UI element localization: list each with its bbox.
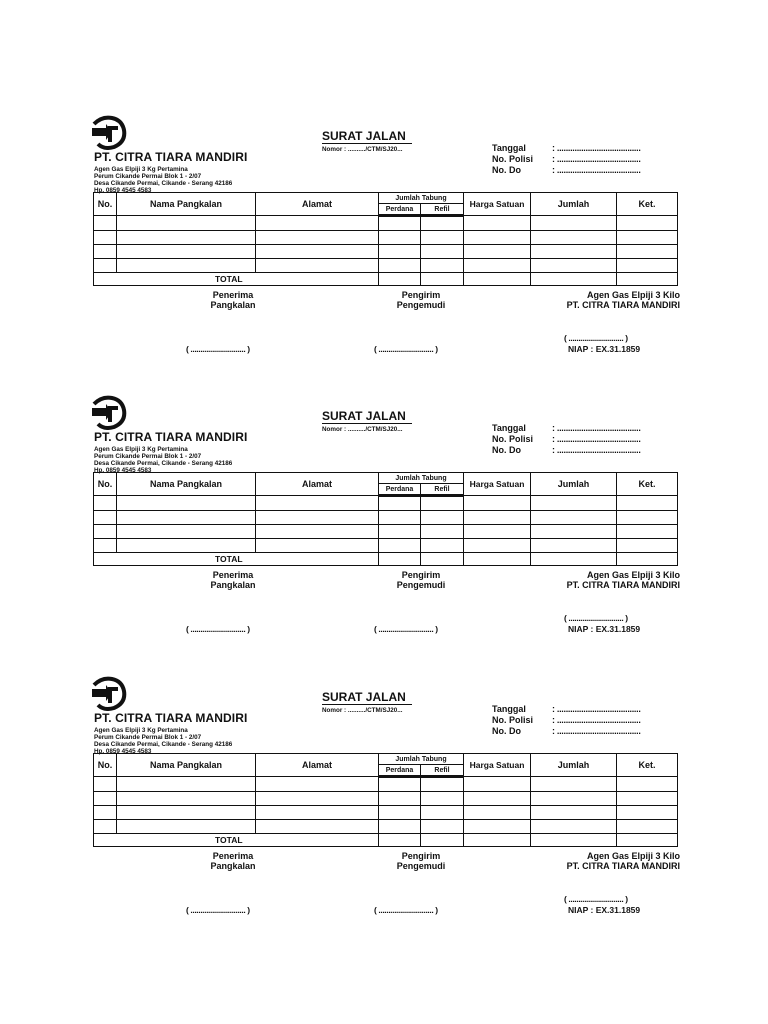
meta-label-no-do: No. Do	[492, 726, 521, 736]
signature-label: Agen Gas Elpiji 3 Kilo	[586, 290, 680, 300]
column-header-jumlah-tabung: Jumlah Tabung	[379, 754, 464, 765]
total-label: TOTAL	[94, 273, 379, 286]
signature-label: Pengemudi	[396, 300, 446, 310]
signature-blank-pengirim: ( ............................ )	[374, 905, 438, 915]
table-row	[94, 216, 678, 231]
column-header-ket: Ket.	[617, 473, 678, 496]
meta-value-tanggal: : ......................................	[552, 423, 641, 433]
column-header-harga-satuan: Harga Satuan	[464, 754, 531, 777]
signature-label: Pangkalan	[210, 580, 256, 590]
signature-label: Agen Gas Elpiji 3 Kilo	[586, 851, 680, 861]
title-underline	[322, 423, 412, 424]
signature-label: PT. CITRA TIARA MANDIRI	[566, 861, 680, 871]
signature-blank-penerima: ( ............................ )	[186, 344, 250, 354]
column-header-alamat: Alamat	[256, 473, 379, 496]
column-header-perdana: Perdana	[379, 484, 421, 496]
title-underline	[322, 143, 412, 144]
company-logo-icon	[88, 114, 128, 150]
title-underline	[322, 704, 412, 705]
table-row	[94, 511, 678, 525]
address-line: Desa Cikande Permai, Cikande - Serang 42186	[94, 460, 233, 467]
signature-label: Penerima	[212, 570, 254, 580]
document-number: Nomor : ........../CTM/SJ20...	[322, 146, 403, 153]
address-line: Agen Gas Elpiji 3 Kg Pertamina	[94, 166, 188, 173]
signature-pengirim	[386, 851, 456, 871]
column-header-jumlah-tabung: Jumlah Tabung	[379, 193, 464, 204]
document-title: SURAT JALAN	[322, 409, 406, 423]
table-row	[94, 525, 678, 539]
company-name: PT. CITRA TIARA MANDIRI	[94, 150, 248, 164]
address-line: Desa Cikande Permai, Cikande - Serang 42186	[94, 741, 233, 748]
table-row	[94, 806, 678, 820]
delivery-slip	[0, 390, 768, 670]
company-logo-icon	[88, 394, 128, 430]
signature-pengirim	[386, 290, 456, 310]
signature-label: Penerima	[212, 290, 254, 300]
meta-label-no-polisi: No. Polisi	[492, 715, 534, 725]
column-header-no: No.	[94, 754, 117, 777]
column-header-refil: Refil	[421, 765, 464, 777]
meta-value-no-do: : ......................................	[552, 445, 641, 455]
table-row	[94, 539, 678, 553]
table-total-row	[94, 273, 678, 286]
meta-label-tanggal: Tanggal	[492, 704, 526, 714]
signature-label: Pangkalan	[210, 300, 256, 310]
document-title: SURAT JALAN	[322, 129, 406, 143]
meta-label-tanggal: Tanggal	[492, 143, 526, 153]
delivery-table	[93, 753, 678, 847]
column-header-jumlah-tabung: Jumlah Tabung	[379, 473, 464, 484]
signature-blank-penerima: ( ............................ )	[186, 624, 250, 634]
niap-number: NIAP : EX.31.1859	[568, 344, 641, 354]
signature-label: PT. CITRA TIARA MANDIRI	[566, 300, 680, 310]
signature-agen	[536, 570, 680, 590]
niap-number: NIAP : EX.31.1859	[568, 905, 641, 915]
document-number: Nomor : ........../CTM/SJ20...	[322, 426, 403, 433]
table-row	[94, 245, 678, 259]
address-line: Desa Cikande Permai, Cikande - Serang 42186	[94, 180, 233, 187]
table-row	[94, 231, 678, 245]
meta-value-tanggal: : ......................................	[552, 143, 641, 153]
column-header-no: No.	[94, 193, 117, 216]
column-header-ket: Ket.	[617, 754, 678, 777]
address-line: Agen Gas Elpiji 3 Kg Pertamina	[94, 446, 188, 453]
signature-blank-pengirim: ( ............................ )	[374, 624, 438, 634]
table-row	[94, 496, 678, 511]
address-line: Hp. 0859 4545 4583	[94, 748, 152, 755]
address-line: Agen Gas Elpiji 3 Kg Pertamina	[94, 727, 188, 734]
meta-label-tanggal: Tanggal	[492, 423, 526, 433]
column-header-alamat: Alamat	[256, 193, 379, 216]
table-total-row	[94, 553, 678, 566]
document-number: Nomor : ........../CTM/SJ20...	[322, 707, 403, 714]
meta-value-no-polisi: : ......................................	[552, 154, 641, 164]
address-line: Hp. 0859 4545 4583	[94, 187, 152, 194]
signature-agen	[536, 851, 680, 871]
table-row	[94, 259, 678, 273]
signature-blank-pengirim: ( ............................ )	[374, 344, 438, 354]
signature-label: Pengirim	[401, 290, 441, 300]
meta-value-no-do: : ......................................	[552, 165, 641, 175]
column-header-nama-pangkalan: Nama Pangkalan	[117, 193, 256, 216]
signature-blank-agen: ( ............................ )	[564, 613, 628, 623]
signature-penerima	[198, 570, 268, 590]
meta-value-tanggal: : ......................................	[552, 704, 641, 714]
signature-label: Pengirim	[401, 570, 441, 580]
address-line: Perum Cikande Permai Blok 1 - 2/07	[94, 173, 202, 180]
niap-number: NIAP : EX.31.1859	[568, 624, 641, 634]
total-label: TOTAL	[94, 834, 379, 847]
address-line: Hp. 0859 4545 4583	[94, 467, 152, 474]
meta-value-no-polisi: : ......................................	[552, 715, 641, 725]
column-header-ket: Ket.	[617, 193, 678, 216]
total-label: TOTAL	[94, 553, 379, 566]
meta-label-no-polisi: No. Polisi	[492, 154, 534, 164]
delivery-table	[93, 192, 678, 286]
column-header-nama-pangkalan: Nama Pangkalan	[117, 473, 256, 496]
meta-value-no-do: : ......................................	[552, 726, 641, 736]
address-line: Perum Cikande Permai Blok 1 - 2/07	[94, 734, 202, 741]
column-header-jumlah: Jumlah	[531, 754, 617, 777]
signature-agen	[536, 290, 680, 310]
column-header-alamat: Alamat	[256, 754, 379, 777]
company-name: PT. CITRA TIARA MANDIRI	[94, 430, 248, 444]
address-line: Perum Cikande Permai Blok 1 - 2/07	[94, 453, 202, 460]
signature-blank-agen: ( ............................ )	[564, 333, 628, 343]
signature-label: Pengemudi	[396, 861, 446, 871]
column-header-perdana: Perdana	[379, 765, 421, 777]
column-header-jumlah: Jumlah	[531, 473, 617, 496]
company-logo-icon	[88, 675, 128, 711]
document-title: SURAT JALAN	[322, 690, 406, 704]
table-row	[94, 820, 678, 834]
meta-label-no-polisi: No. Polisi	[492, 434, 534, 444]
signature-penerima	[198, 290, 268, 310]
meta-label-no-do: No. Do	[492, 445, 521, 455]
signature-label: Agen Gas Elpiji 3 Kilo	[586, 570, 680, 580]
signature-penerima	[198, 851, 268, 871]
table-total-row	[94, 834, 678, 847]
table-row	[94, 792, 678, 806]
delivery-slip	[0, 110, 768, 390]
column-header-harga-satuan: Harga Satuan	[464, 193, 531, 216]
signature-blank-penerima: ( ............................ )	[186, 905, 250, 915]
signature-label: Pangkalan	[210, 861, 256, 871]
signature-label: Penerima	[212, 851, 254, 861]
signature-blank-agen: ( ............................ )	[564, 894, 628, 904]
company-name: PT. CITRA TIARA MANDIRI	[94, 711, 248, 725]
signature-pengirim	[386, 570, 456, 590]
column-header-nama-pangkalan: Nama Pangkalan	[117, 754, 256, 777]
table-row	[94, 777, 678, 792]
delivery-table	[93, 472, 678, 566]
meta-label-no-do: No. Do	[492, 165, 521, 175]
column-header-perdana: Perdana	[379, 204, 421, 216]
column-header-refil: Refil	[421, 204, 464, 216]
delivery-slip	[0, 671, 768, 951]
column-header-refil: Refil	[421, 484, 464, 496]
column-header-jumlah: Jumlah	[531, 193, 617, 216]
signature-label: PT. CITRA TIARA MANDIRI	[566, 580, 680, 590]
meta-value-no-polisi: : ......................................	[552, 434, 641, 444]
signature-label: Pengemudi	[396, 580, 446, 590]
column-header-no: No.	[94, 473, 117, 496]
column-header-harga-satuan: Harga Satuan	[464, 473, 531, 496]
signature-label: Pengirim	[401, 851, 441, 861]
